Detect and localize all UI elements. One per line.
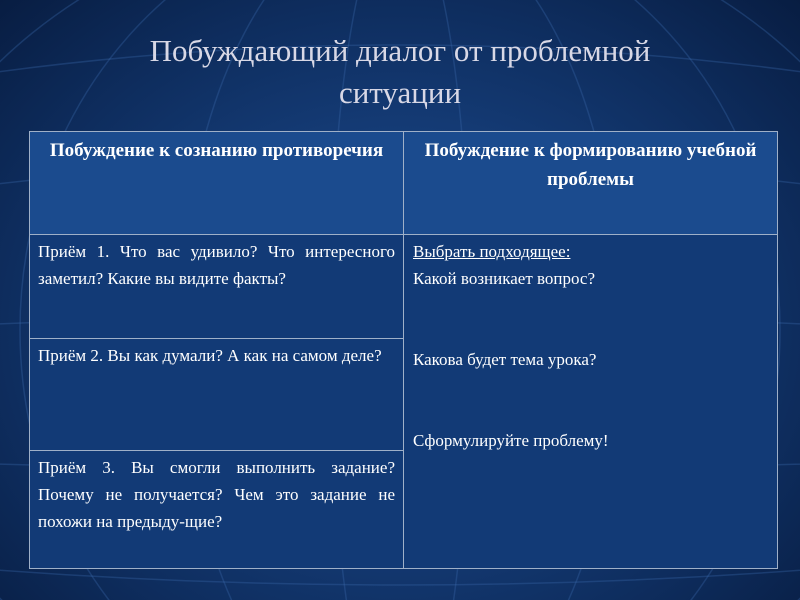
table-header-row (30, 132, 778, 235)
prompt-question-2: Какова будет тема урока? (413, 350, 597, 369)
cell-technique-3 (30, 451, 404, 569)
cell-technique-2 (30, 339, 404, 451)
column-header-contradiction: Побуждение к сознанию противоречия (30, 132, 404, 235)
column-header-problem: Побуждение к формированию учебной проблемы (404, 132, 778, 235)
cell-problem-prompts (404, 235, 778, 569)
dialog-table (29, 131, 778, 569)
table-row (30, 235, 778, 339)
slide-title-line-2: ситуации (338, 75, 462, 110)
technique-2-text: Приём 2. Вы как думали? А как на самом деле? (38, 346, 382, 365)
prompt-question-1: Какой возникает вопрос? (413, 269, 596, 288)
slide-title (60, 30, 740, 114)
prompt-question-3: Сформулируйте проблему! (413, 431, 609, 450)
prompt-intro: Выбрать подходящее: (413, 242, 571, 261)
technique-1-text: Приём 1. Что вас удивило? Что интересного заметил? Какие вы видите факты? (38, 242, 395, 288)
slide-title-line-1: Побуждающий диалог от проблемной (149, 33, 651, 68)
cell-technique-1 (30, 235, 404, 339)
technique-3-text: Приём 3. Вы смогли выполнить задание? Почему не получается? Чем это задание не похожи на предыду-щие? (38, 458, 395, 531)
dialog-table-container (29, 131, 777, 568)
